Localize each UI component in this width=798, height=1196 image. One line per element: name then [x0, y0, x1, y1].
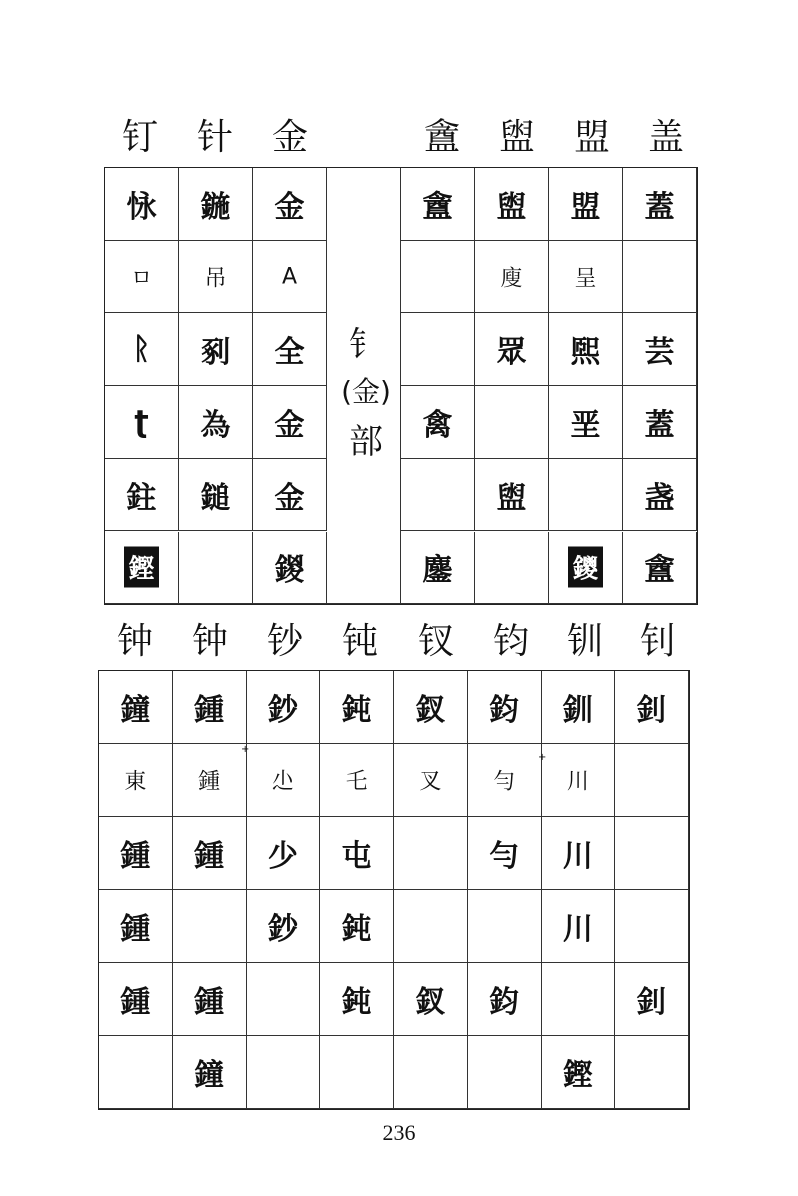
glyph: 垩: [570, 407, 601, 443]
glyph-cell: [475, 532, 549, 605]
glyph: 金: [274, 189, 305, 225]
glyph: 鈍: [341, 693, 372, 728]
glyph: 鏗: [562, 1058, 593, 1093]
glyph: 盦: [644, 553, 675, 589]
glyph-cell: [253, 386, 327, 459]
glyph: 釗: [636, 693, 667, 728]
glyph: 鍾: [198, 769, 221, 795]
radical-char-2: (金): [341, 375, 391, 408]
top-grid: [104, 167, 698, 605]
glyph-cell: [99, 963, 173, 1036]
radical-char-3: 部: [349, 422, 383, 462]
glyph: 釧: [562, 693, 593, 728]
column-header: 钊: [639, 621, 676, 662]
glyph: ㅁ: [130, 266, 153, 292]
seal-stamp: 鑁: [568, 547, 602, 588]
glyph-cell: [105, 313, 179, 386]
glyph-cell: [542, 1036, 616, 1109]
glyph: 芸: [644, 335, 675, 371]
glyph: 乇: [345, 769, 368, 795]
glyph-cell: [179, 459, 253, 532]
glyph: 釵: [415, 985, 446, 1020]
glyph-cell: [401, 241, 475, 314]
glyph: 叉: [419, 769, 442, 795]
glyph: 鈔: [267, 912, 298, 947]
glyph-cell: [475, 313, 549, 386]
glyph: 為: [200, 407, 231, 443]
glyph: 呈: [574, 266, 597, 292]
glyph-cell: [468, 744, 542, 817]
glyph-cell: [247, 890, 321, 963]
glyph-cell: [173, 744, 250, 817]
glyph: 盥: [496, 480, 527, 516]
glyph: 釗: [636, 985, 667, 1020]
glyph-cell: [247, 671, 321, 744]
glyph-cell: [401, 168, 475, 241]
glyph-cell: [542, 817, 616, 890]
glyph: 鍐: [274, 553, 305, 589]
glyph-cell: [468, 817, 542, 890]
note-mark: +: [241, 744, 250, 755]
glyph-cell: [549, 241, 623, 314]
radical-char-1: 钅: [349, 325, 383, 365]
glyph-cell: [179, 386, 253, 459]
column-header: 钟: [191, 621, 228, 662]
glyph-cell: [549, 313, 623, 386]
glyph-cell: [468, 671, 542, 744]
column-header: 盟: [573, 117, 610, 158]
glyph: ʈ: [134, 404, 149, 440]
glyph-cell: [173, 671, 247, 744]
glyph: 川: [562, 912, 593, 947]
glyph: 剢: [200, 335, 231, 371]
glyph-cell: [615, 744, 689, 817]
glyph: 少: [267, 839, 298, 874]
glyph-cell: [179, 168, 253, 241]
note-mark: +: [538, 752, 547, 763]
glyph-cell: [475, 241, 549, 314]
glyph-cell: [99, 890, 173, 963]
glyph-cell: [173, 963, 247, 1036]
glyph: 全: [274, 335, 305, 371]
glyph: 盏: [644, 480, 675, 516]
glyph-cell: [247, 817, 321, 890]
glyph-cell: [623, 386, 697, 459]
glyph: 鐘: [194, 1058, 225, 1093]
glyph-cell: [615, 1036, 689, 1109]
glyph: 鈍: [341, 912, 372, 947]
glyph-cell: [253, 241, 327, 314]
glyph: 禽: [422, 407, 453, 443]
glyph-cell: [179, 532, 253, 605]
column-header: 钞: [266, 621, 303, 662]
glyph-cell: [394, 817, 468, 890]
glyph: 眾: [496, 335, 527, 371]
glyph-cell: [615, 817, 689, 890]
glyph-cell: [253, 532, 327, 605]
glyph: 釵: [415, 693, 446, 728]
glyph-cell: [549, 386, 623, 459]
glyph-cell: [542, 963, 616, 1036]
glyph-cell: [549, 459, 623, 532]
glyph-cell: [179, 241, 253, 314]
glyph: 川: [562, 839, 593, 874]
glyph-cell: [320, 744, 394, 817]
glyph-cell: [401, 459, 475, 532]
glyph: 川: [566, 769, 589, 795]
glyph-cell: [173, 1036, 247, 1109]
glyph-cell: [468, 890, 542, 963]
glyph-cell: [394, 890, 468, 963]
glyph: 勻: [489, 839, 520, 874]
column-header: 钏: [566, 621, 603, 662]
glyph-cell: [247, 963, 321, 1036]
glyph-cell: [320, 963, 394, 1036]
column-header: 金: [271, 117, 308, 158]
glyph: 尐: [271, 769, 294, 795]
glyph-cell: [247, 1036, 321, 1109]
glyph: 怺: [126, 189, 157, 225]
glyph-cell: [253, 313, 327, 386]
glyph-cell: [468, 963, 542, 1036]
glyph-cell: [623, 459, 697, 532]
glyph-cell: [615, 963, 689, 1036]
glyph-cell: [320, 817, 394, 890]
glyph: 鍾: [194, 839, 225, 874]
column-header: 钟: [116, 621, 153, 662]
glyph: 屯: [341, 839, 372, 874]
glyph-cell: [394, 1036, 468, 1109]
glyph-cell: [99, 744, 173, 817]
glyph-cell: [401, 386, 475, 459]
glyph-cell: [105, 532, 179, 605]
glyph-cell: [623, 313, 697, 386]
glyph-cell: [623, 532, 697, 605]
glyph: 鍾: [120, 839, 151, 874]
page-number: 236: [382, 1120, 416, 1145]
glyph-cell: [542, 671, 616, 744]
bottom-grid: [98, 670, 690, 1110]
glyph-cell: [320, 671, 394, 744]
glyph-cell: [542, 744, 616, 817]
glyph: 鈔: [267, 693, 298, 728]
glyph-cell: [475, 386, 549, 459]
glyph: 吊: [204, 266, 227, 292]
glyph-cell: [401, 313, 475, 386]
glyph-cell: [394, 963, 468, 1036]
glyph: 鏖: [422, 553, 453, 589]
glyph: 盦: [422, 189, 453, 225]
glyph-cell: [549, 168, 623, 241]
glyph: [105, 547, 178, 588]
column-header: 钧: [492, 621, 529, 662]
glyph: 蓋: [644, 407, 675, 443]
glyph-cell: [320, 1036, 394, 1109]
glyph-cell: [247, 744, 321, 817]
glyph: 蓋: [644, 189, 675, 225]
glyph-cell: [253, 168, 327, 241]
glyph: 金: [274, 480, 305, 516]
glyph: 金: [274, 407, 305, 443]
glyph: 鈍: [341, 985, 372, 1020]
column-header: 盦: [423, 117, 460, 158]
glyph-cell: [623, 168, 697, 241]
glyph-cell: [99, 817, 173, 890]
column-header: 钉: [121, 117, 158, 158]
glyph: 勻: [493, 769, 516, 795]
glyph: 鎚: [200, 480, 231, 516]
glyph-cell: [105, 241, 179, 314]
glyph: A: [281, 264, 298, 290]
glyph-cell: [623, 241, 697, 314]
glyph-cell: [542, 890, 616, 963]
glyph: 東: [124, 769, 147, 795]
column-header: 盖: [647, 117, 684, 158]
glyph: 鐘: [120, 693, 151, 728]
glyph-cell: [394, 744, 468, 817]
glyph-cell: [549, 532, 623, 605]
column-header: 钝: [341, 621, 378, 662]
glyph-cell: [475, 168, 549, 241]
glyph-cell: [99, 671, 173, 744]
glyph: 鍾: [120, 912, 151, 947]
glyph: 鈞: [489, 985, 520, 1020]
glyph: 鈞: [489, 693, 520, 728]
glyph-cell: [401, 532, 475, 605]
glyph-cell: [253, 459, 327, 532]
seal-stamp: 鏗: [124, 547, 158, 588]
glyph: 鍾: [194, 985, 225, 1020]
column-header: 钗: [417, 621, 454, 662]
glyph-cell: [179, 313, 253, 386]
glyph-cell: [615, 671, 689, 744]
glyph: 煕: [570, 335, 601, 371]
glyph-cell: [475, 459, 549, 532]
glyph: 盥: [496, 189, 527, 225]
glyph-cell: [320, 890, 394, 963]
column-header: 盥: [498, 117, 535, 158]
glyph-cell: [468, 1036, 542, 1109]
glyph-cell: [615, 890, 689, 963]
column-header: 针: [196, 117, 233, 158]
glyph-cell: [394, 671, 468, 744]
glyph-cell: [99, 1036, 173, 1109]
glyph: ᚱ: [132, 331, 151, 367]
glyph-cell: [105, 459, 179, 532]
glyph-cell: [105, 168, 179, 241]
glyph: 鉒: [126, 480, 157, 516]
glyph: 盟: [570, 189, 601, 225]
glyph-cell: [173, 890, 247, 963]
glyph: [549, 547, 622, 588]
glyph-cell: [105, 386, 179, 459]
glyph-cell: [173, 817, 247, 890]
glyph: 廋: [500, 266, 523, 292]
glyph: 鍾: [120, 985, 151, 1020]
glyph: 鍦: [200, 189, 231, 225]
glyph: 鍾: [194, 693, 225, 728]
